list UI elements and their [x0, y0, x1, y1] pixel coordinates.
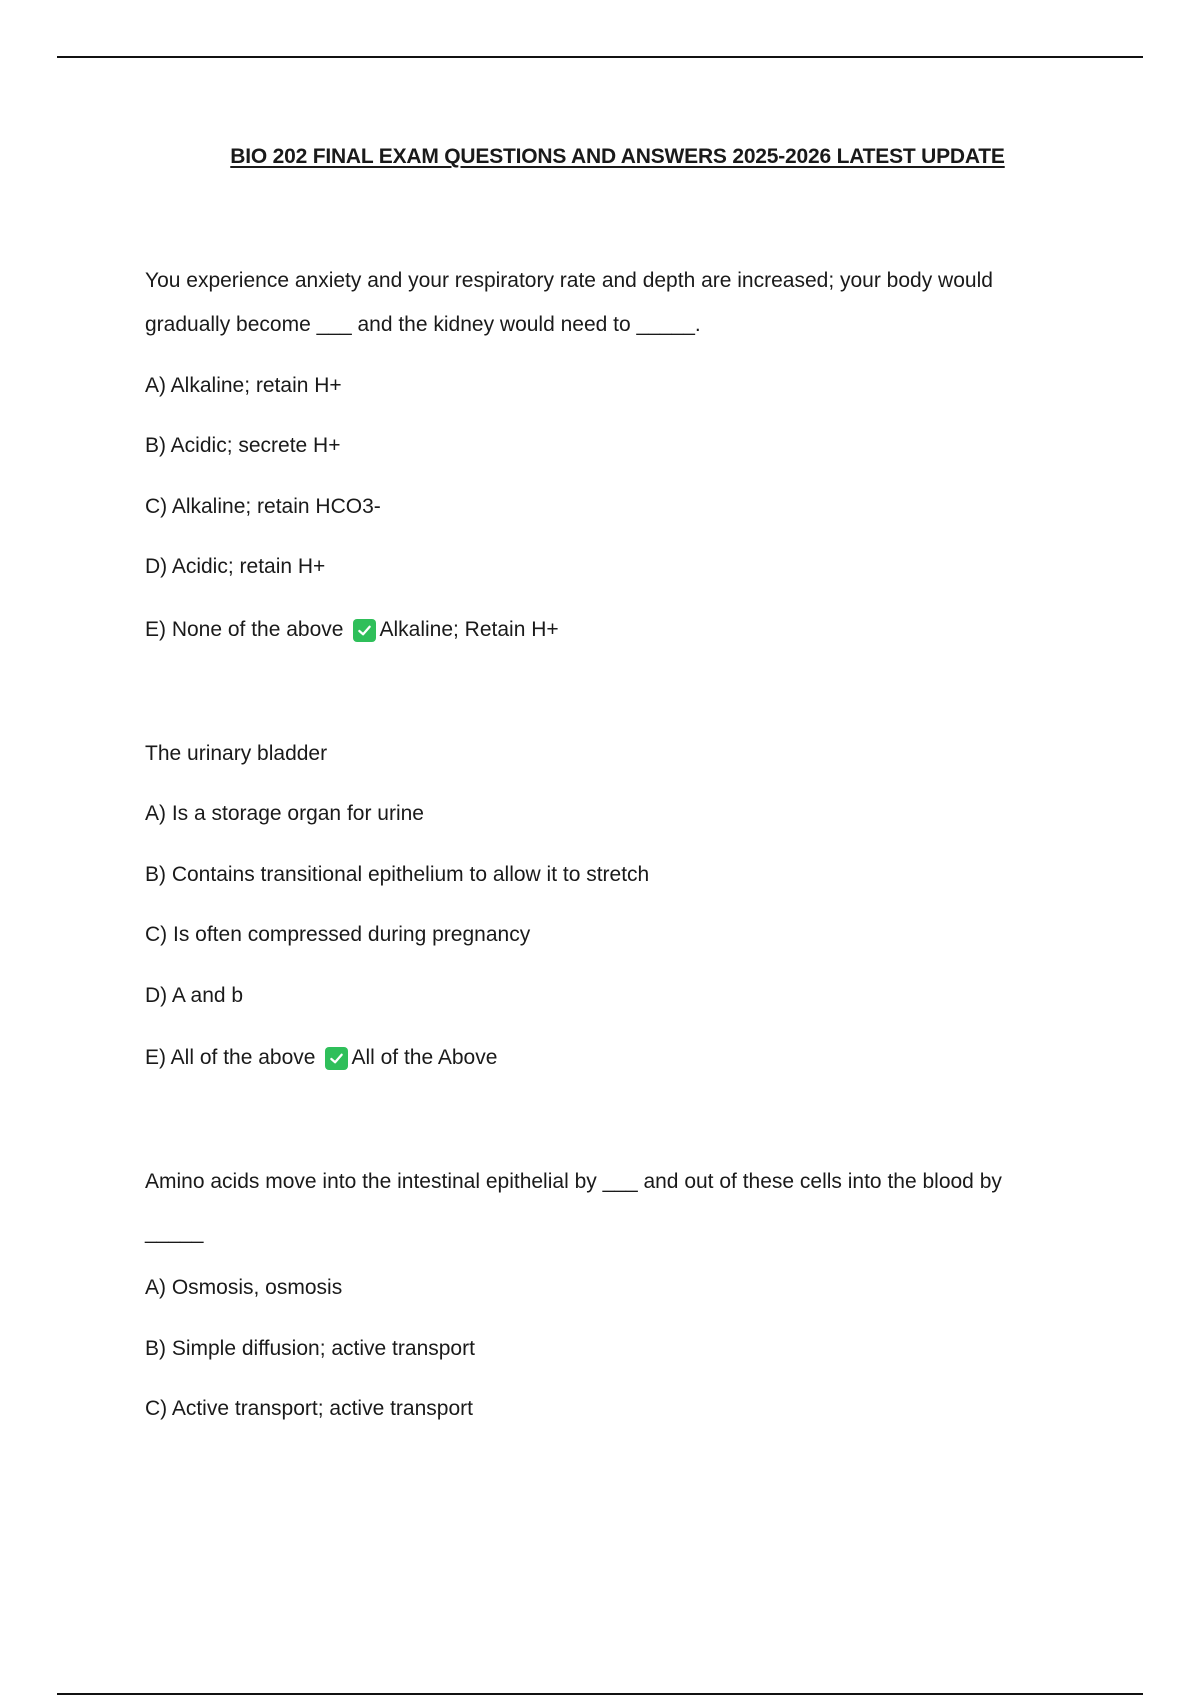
question-3-stem-line-2: _____ [145, 1221, 204, 1244]
footer-rule [57, 1693, 1143, 1695]
check-mark-icon [353, 619, 376, 642]
question-1-option-d: D) Acidic; retain H+ [145, 555, 326, 578]
question-3-option-a: A) Osmosis, osmosis [145, 1276, 343, 1299]
question-1-option-a: A) Alkaline; retain H+ [145, 374, 342, 397]
question-1-stem-line-1: You experience anxiety and your respiratory rate and depth are increased; your body would [145, 269, 993, 292]
question-2-option-d: D) A and b [145, 984, 244, 1007]
question-1-answer: Alkaline; Retain H+ [379, 618, 559, 641]
question-2-option-e: E) All of the above [145, 1046, 316, 1069]
question-1-option-e: E) None of the above [145, 618, 344, 641]
question-2-option-e-row [145, 1045, 497, 1071]
question-1-option-e-row [145, 617, 559, 643]
question-3-stem-line-1: Amino acids move into the intestinal epithelial by ___ and out of these cells into the blood by [145, 1170, 1002, 1193]
document-title: BIO 202 FINAL EXAM QUESTIONS AND ANSWERS 2025-2026 LATEST UPDATE [230, 145, 1005, 168]
question-2-answer: All of the Above [351, 1046, 498, 1069]
header-rule [57, 56, 1143, 58]
question-2-stem-line-1: The urinary bladder [145, 742, 328, 765]
question-1-stem-line-2: gradually become ___ and the kidney would need to _____. [145, 313, 701, 336]
question-1-option-b: B) Acidic; secrete H+ [145, 434, 341, 457]
check-mark-icon [325, 1047, 348, 1070]
question-3-option-b: B) Simple diffusion; active transport [145, 1337, 475, 1360]
question-2-option-a: A) Is a storage organ for urine [145, 802, 424, 825]
question-2-option-b: B) Contains transitional epithelium to allow it to stretch [145, 863, 650, 886]
question-1-option-c: C) Alkaline; retain HCO3- [145, 495, 381, 518]
question-2-option-c: C) Is often compressed during pregnancy [145, 923, 531, 946]
question-3-option-c: C) Active transport; active transport [145, 1397, 473, 1420]
